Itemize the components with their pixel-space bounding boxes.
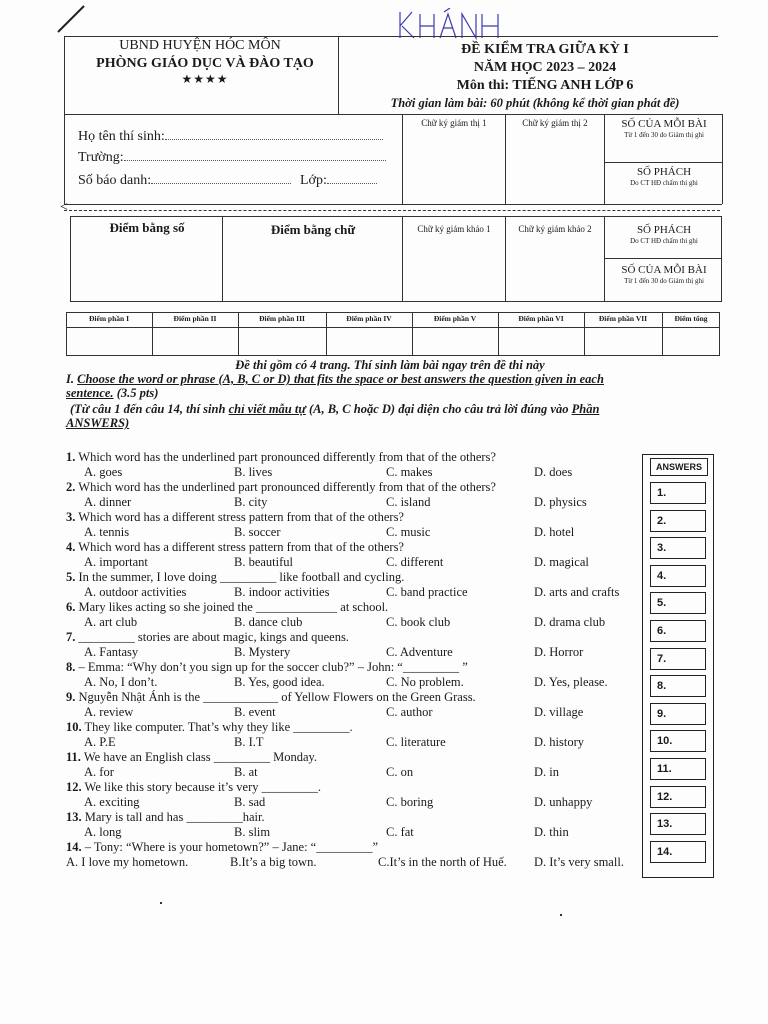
authority-name: UBND HUYỆN HÓC MÔN bbox=[119, 38, 281, 53]
section-1-vn-instruction-cont: ANSWERS) bbox=[66, 416, 130, 430]
answer-option: A. tennis bbox=[84, 525, 130, 539]
student-name-field[interactable] bbox=[78, 128, 383, 145]
answer-box[interactable]: 6. bbox=[650, 620, 706, 642]
question-stem bbox=[66, 510, 404, 525]
answer-option: A. dinner bbox=[84, 495, 132, 509]
answer-option: A. Fantasy bbox=[84, 645, 139, 659]
time-allowed: Thời gian làm bài: 60 phút (không kể thời gian phát đề) bbox=[390, 96, 680, 110]
answer-option: B. lives bbox=[234, 465, 273, 479]
exam-title: ĐỀ KIỂM TRA GIỮA KỲ I bbox=[461, 42, 629, 57]
question-stem bbox=[66, 810, 265, 825]
answer-option: C. No problem. bbox=[386, 675, 464, 689]
question-text: _________ stories are about magic, kings and queens. bbox=[78, 630, 349, 644]
answer-option: A. art club bbox=[84, 615, 138, 629]
part-score-cell[interactable] bbox=[585, 328, 661, 355]
answer-box[interactable]: 12. bbox=[650, 786, 706, 808]
question-text: Which word has a different stress pattern from that of the others? bbox=[78, 540, 404, 554]
question-stem bbox=[66, 600, 388, 615]
score-detach-number-label: SỐ PHÁCH bbox=[636, 224, 692, 236]
section-1-heading bbox=[66, 372, 720, 387]
score-paper-number-label: SỐ CỦA MỖI BÀI bbox=[621, 264, 707, 276]
question-number: 14. bbox=[66, 840, 82, 854]
answer-option: B. soccer bbox=[234, 525, 281, 539]
answer-option: C. makes bbox=[386, 465, 433, 479]
answer-option: D. hotel bbox=[534, 525, 575, 539]
exam-note: Đề thi gồm có 4 trang. Thí sinh làm bài ngay trên đề thi này bbox=[235, 358, 545, 372]
answer-option: C. boring bbox=[386, 795, 434, 809]
proctor-2-signature-label: Chữ ký giám thị 2 bbox=[522, 118, 588, 128]
section-1-points: (3.5 pts) bbox=[113, 386, 159, 400]
question-stem bbox=[66, 540, 404, 555]
answer-option: A. exciting bbox=[84, 795, 140, 809]
question-stem bbox=[66, 480, 496, 495]
question-number: 3. bbox=[66, 510, 76, 524]
pen-stroke-mark bbox=[54, 2, 94, 36]
grader-1-signature-label: Chữ ký giám khảo 1 bbox=[417, 224, 491, 234]
answer-option: A. P.E bbox=[84, 735, 116, 749]
question-text: We like this story because it’s very _________. bbox=[84, 780, 321, 794]
answer-option: C. fat bbox=[386, 825, 414, 839]
answer-option: D. thin bbox=[534, 825, 569, 839]
score-number-label: Điểm bằng số bbox=[109, 220, 185, 235]
question-text: – Emma: “Why don’t you sign up for the soccer club?” – John: “_________ ” bbox=[78, 660, 468, 674]
student-id-label: Số báo danh: bbox=[78, 173, 152, 188]
paper-number-label: SỐ CỦA MỖI BÀI bbox=[621, 118, 707, 130]
proctor-1-signature-label: Chữ ký giám thị 1 bbox=[421, 118, 487, 128]
school-field[interactable] bbox=[78, 149, 386, 166]
department-name: PHÒNG GIÁO DỤC VÀ ĐÀO TẠO bbox=[96, 56, 314, 71]
section-1-instruction: Choose the word or phrase (A, B, C or D) that fits the space or best answers the question given in each bbox=[77, 372, 604, 386]
answer-box[interactable]: 5. bbox=[650, 592, 706, 614]
question-text: Which word has a different stress pattern from that of the others? bbox=[78, 510, 404, 524]
part-score-header: Điểm phần IV bbox=[346, 314, 392, 323]
class-field[interactable] bbox=[300, 172, 377, 189]
question-text: – Tony: “Where is your hometown?” – Jane: “_________” bbox=[84, 840, 379, 854]
answer-option: D. drama club bbox=[534, 615, 606, 629]
paper-number-note: Từ 1 đến 30 do Giám thị ghi bbox=[624, 131, 704, 139]
part-score-cell[interactable] bbox=[413, 328, 497, 355]
subject-line: Môn thi: TIẾNG ANH LỚP 6 bbox=[456, 78, 634, 93]
answer-box[interactable]: 9. bbox=[650, 703, 706, 725]
answer-option: B. Mystery bbox=[234, 645, 291, 659]
answer-option: B. at bbox=[234, 765, 258, 779]
answer-option: C.It’s in the north of Huế. bbox=[378, 855, 507, 869]
answers-title: ANSWERS bbox=[650, 458, 708, 476]
question-stem bbox=[66, 450, 496, 465]
answer-option: A. review bbox=[84, 705, 134, 719]
part-score-header: Điểm phần VII bbox=[598, 314, 648, 323]
answer-box[interactable]: 13. bbox=[650, 813, 706, 835]
question-stem bbox=[66, 780, 321, 795]
question-text: They like computer. That’s why they like _________. bbox=[84, 720, 353, 734]
answer-box[interactable]: 11. bbox=[650, 758, 706, 780]
answer-option: C. book club bbox=[386, 615, 451, 629]
section-1-heading-cont bbox=[66, 386, 158, 401]
answer-option: B. event bbox=[234, 705, 276, 719]
answer-option: D. unhappy bbox=[534, 795, 593, 809]
answer-option: C. on bbox=[386, 765, 414, 779]
question-stem bbox=[66, 720, 353, 735]
answer-option: B. dance club bbox=[234, 615, 303, 629]
student-name-label: Họ tên thí sinh: bbox=[78, 129, 165, 144]
part-score-cell[interactable] bbox=[327, 328, 411, 355]
answer-box[interactable]: 10. bbox=[650, 730, 706, 752]
answer-option: A. No, I don’t. bbox=[84, 675, 158, 689]
answer-option: C. island bbox=[386, 495, 431, 509]
question-text: Which word has the underlined part pronounced differently from that of the others? bbox=[78, 480, 496, 494]
answer-option: A. long bbox=[84, 825, 122, 839]
part-score-header: Điểm phần I bbox=[88, 314, 129, 323]
answer-option: D. physics bbox=[534, 495, 587, 509]
question-stem bbox=[66, 630, 349, 645]
answer-box[interactable]: 7. bbox=[650, 648, 706, 670]
detach-number-label: SỐ PHÁCH bbox=[636, 166, 692, 178]
answer-option: A. I love my hometown. bbox=[66, 855, 189, 869]
scissors-icon: < bbox=[60, 200, 68, 215]
question-number: 6. bbox=[66, 600, 76, 614]
answer-box[interactable]: 8. bbox=[650, 675, 706, 697]
answer-option: B. slim bbox=[234, 825, 271, 839]
answer-option: C. band practice bbox=[386, 585, 468, 599]
answer-option: B. indoor activities bbox=[234, 585, 330, 599]
answer-option: D. Horror bbox=[534, 645, 584, 659]
answer-option: B.It’s a big town. bbox=[230, 855, 317, 869]
answer-option: A. important bbox=[84, 555, 148, 569]
part-score-header: Điểm tổng bbox=[674, 314, 708, 323]
question-number: 10. bbox=[66, 720, 82, 734]
question-text: Mary is tall and has _________hair. bbox=[84, 810, 265, 824]
question-number: 2. bbox=[66, 480, 76, 494]
answer-box[interactable]: 4. bbox=[650, 565, 706, 587]
detach-number-note: Do CT HĐ chấm thi ghi bbox=[630, 179, 698, 187]
answer-option: C. music bbox=[386, 525, 431, 539]
answer-option: A. outdoor activities bbox=[84, 585, 187, 599]
part-score-header: Điểm phần III bbox=[259, 314, 305, 323]
stars-decoration: ★★★★ bbox=[181, 72, 229, 86]
speck bbox=[560, 914, 562, 916]
answer-option: B. I.T bbox=[234, 735, 264, 749]
part-score-header: Điểm phần V bbox=[433, 314, 477, 323]
part-score-cell[interactable] bbox=[239, 328, 325, 355]
question-number: 8. bbox=[66, 660, 76, 674]
answer-option: C. author bbox=[386, 705, 433, 719]
part-score-cell[interactable] bbox=[67, 328, 151, 355]
speck bbox=[160, 902, 162, 904]
answer-option: D. in bbox=[534, 765, 559, 779]
question-stem bbox=[66, 750, 317, 765]
question-number: 13. bbox=[66, 810, 82, 824]
part-score-header: Điểm phần VI bbox=[518, 314, 564, 323]
answer-option: D. village bbox=[534, 705, 584, 719]
section-1-vn-instruction: (Từ câu 1 đến câu 14, thí sinh chỉ viết mẫu tự (A, B, C hoặc D) đại diện cho câu trả lời đúng vào Phần bbox=[70, 402, 600, 416]
question-number: 9. bbox=[66, 690, 76, 704]
school-label: Trường: bbox=[78, 150, 124, 165]
grader-2-signature-label: Chữ ký giám khảo 2 bbox=[518, 224, 592, 234]
class-label: Lớp: bbox=[300, 173, 327, 188]
answer-option: D. It’s very small. bbox=[534, 855, 624, 869]
section-1-sentence: sentence. bbox=[66, 386, 114, 400]
question-number: 5. bbox=[66, 570, 76, 584]
question-text: Which word has the underlined part pronounced differently from that of the others? bbox=[78, 450, 496, 464]
answer-option: C. Adventure bbox=[386, 645, 453, 659]
answer-box[interactable]: 1. bbox=[650, 482, 706, 504]
question-stem bbox=[66, 840, 378, 855]
question-stem bbox=[66, 690, 476, 705]
question-text: Mary likes acting so she joined the _____________ at school. bbox=[78, 600, 389, 614]
part-score-cell[interactable] bbox=[153, 328, 237, 355]
part-score-cell[interactable] bbox=[499, 328, 583, 355]
part-score-cell[interactable] bbox=[663, 328, 719, 355]
answer-option: D. magical bbox=[534, 555, 589, 569]
answer-box[interactable]: 3. bbox=[650, 537, 706, 559]
answer-option: B. beautiful bbox=[234, 555, 294, 569]
answer-option: D. does bbox=[534, 465, 573, 479]
answer-option: A. for bbox=[84, 765, 114, 779]
answer-option: D. Yes, please. bbox=[534, 675, 608, 689]
school-year: NĂM HỌC 2023 – 2024 bbox=[473, 60, 617, 75]
score-paper-number-note: Từ 1 đến 30 do Giám thị ghi bbox=[624, 277, 704, 285]
answer-option: C. literature bbox=[386, 735, 446, 749]
answer-option: A. goes bbox=[84, 465, 123, 479]
question-text: In the summer, I love doing _________ like football and cycling. bbox=[78, 570, 405, 584]
student-id-field[interactable] bbox=[78, 172, 291, 189]
answer-option: B. sad bbox=[234, 795, 266, 809]
question-number: 11. bbox=[66, 750, 81, 764]
question-number: 12. bbox=[66, 780, 82, 794]
question-stem bbox=[66, 660, 468, 675]
answer-option: D. arts and crafts bbox=[534, 585, 620, 599]
question-number: 1. bbox=[66, 450, 76, 464]
answer-box[interactable]: 2. bbox=[650, 510, 706, 532]
section-1-number: I. bbox=[66, 372, 78, 386]
question-text: Nguyễn Nhật Ánh is the ____________ of Yellow Flowers on the Green Grass. bbox=[78, 690, 476, 704]
score-words-label: Điểm bằng chữ bbox=[270, 222, 356, 237]
question-number: 7. bbox=[66, 630, 76, 644]
question-stem bbox=[66, 570, 404, 585]
part-score-header: Điểm phần II bbox=[173, 314, 217, 323]
answer-option: C. different bbox=[386, 555, 444, 569]
answer-box[interactable]: 14. bbox=[650, 841, 706, 863]
answer-option: B. Yes, good idea. bbox=[234, 675, 325, 689]
question-text: We have an English class _________ Monday. bbox=[83, 750, 318, 764]
answer-option: D. history bbox=[534, 735, 584, 749]
score-detach-number-note: Do CT HĐ chấm thi ghi bbox=[630, 237, 698, 245]
answer-option: B. city bbox=[234, 495, 268, 509]
cut-line bbox=[64, 210, 720, 211]
question-number: 4. bbox=[66, 540, 76, 554]
